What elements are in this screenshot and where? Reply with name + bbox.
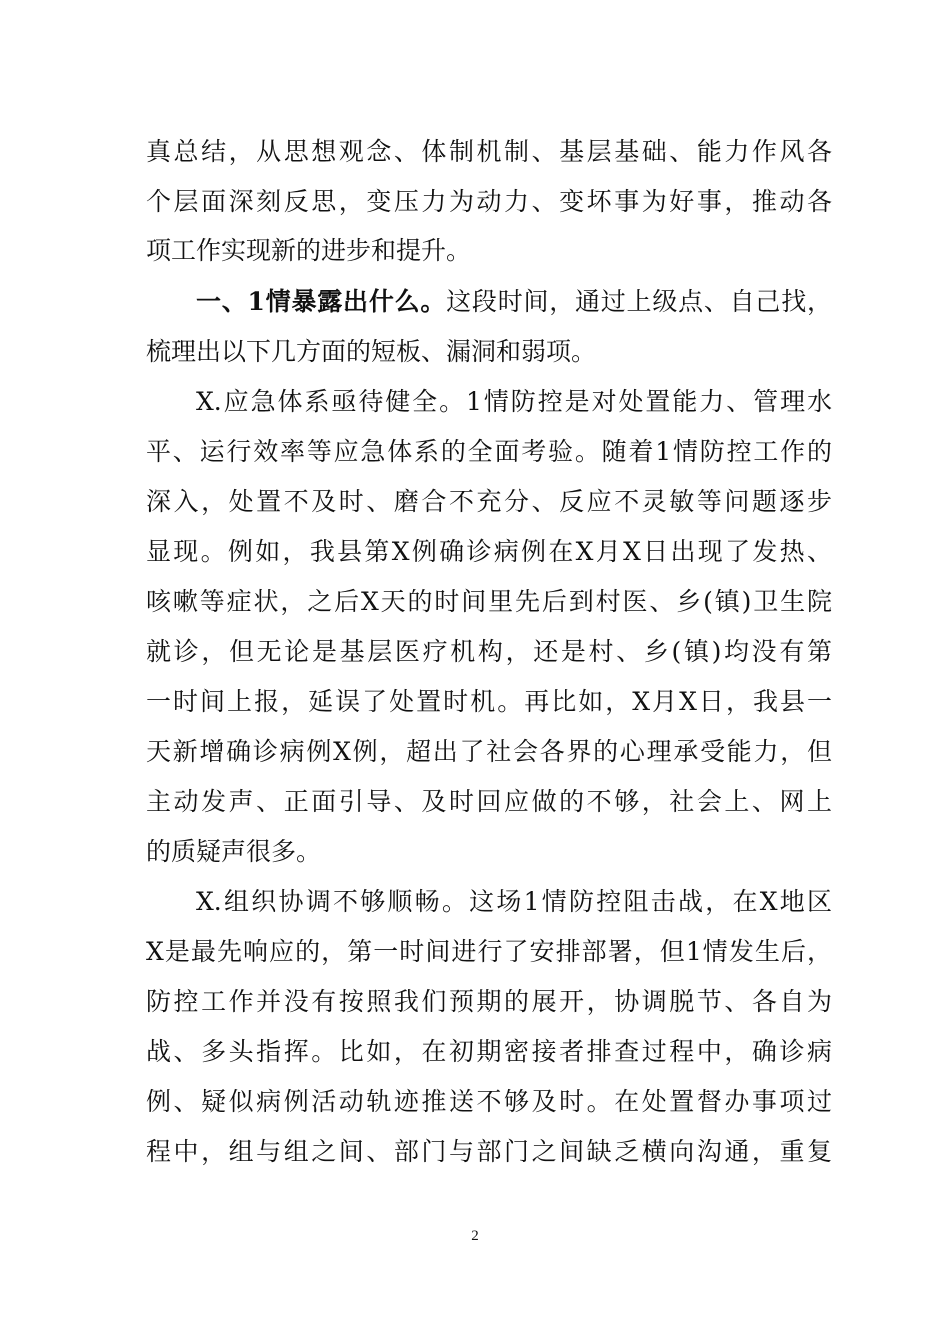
section-heading: 一、1情暴露出什么。 [196,287,447,316]
text-line: 战、多头指挥。比如，在初期密接者排查过程中，确诊病 [146,1037,832,1066]
text-line: 天新增确诊病例X例，超出了社会各界的心理承受能力，但 [146,737,832,766]
page-number: 2 [471,1228,479,1244]
text-line: 主动发声、正面引导、及时回应做的不够，社会上、网上 [146,787,832,816]
text-line: 真总结，从思想观念、体制机制、基层基础、能力作风各 [146,137,832,166]
text-line: 梳理出以下几方面的短板、漏洞和弱项。 [146,337,597,366]
text-line: 就诊，但无论是基层医疗机构，还是村、乡(镇)均没有第 [146,637,832,666]
text-line: 平、运行效率等应急体系的全面考验。随着1情防控工作的 [146,437,832,466]
text-line: X是最先响应的，第一时间进行了安排部署，但1情发生后， [146,937,832,966]
text-line: 个层面深刻反思，变压力为动力、变坏事为好事，推动各 [146,187,832,216]
text-line: X.组织协调不够顺畅。这场1情防控阻击战，在X地区 [196,887,832,916]
text-line: 例、疑似病例活动轨迹推送不够及时。在处置督办事项过 [146,1087,832,1116]
text-line: 一时间上报，延误了处置时机。再比如，X月X日，我县一 [146,687,832,716]
text-line: 防控工作并没有按照我们预期的展开，协调脱节、各自为 [146,987,832,1016]
text-line: 项工作实现新的进步和提升。 [146,236,472,265]
text-line: 的质疑声很多。 [146,837,322,866]
text-line: 深入，处置不及时、磨合不充分、反应不灵敏等问题逐步 [146,487,832,516]
text-line: 显现。例如，我县第X例确诊病例在X月X日出现了发热、 [146,537,832,566]
section-heading-line [196,284,832,320]
text-run: 这段时间，通过上级点、自己找， [446,287,832,316]
text-line: 程中，组与组之间、部门与部门之间缺乏横向沟通，重复 [146,1137,832,1166]
text-line: X.应急体系亟待健全。1情防控是对处置能力、管理水 [196,387,832,416]
text-line: 咳嗽等症状，之后X天的时间里先后到村医、乡(镇)卫生院 [146,587,832,616]
